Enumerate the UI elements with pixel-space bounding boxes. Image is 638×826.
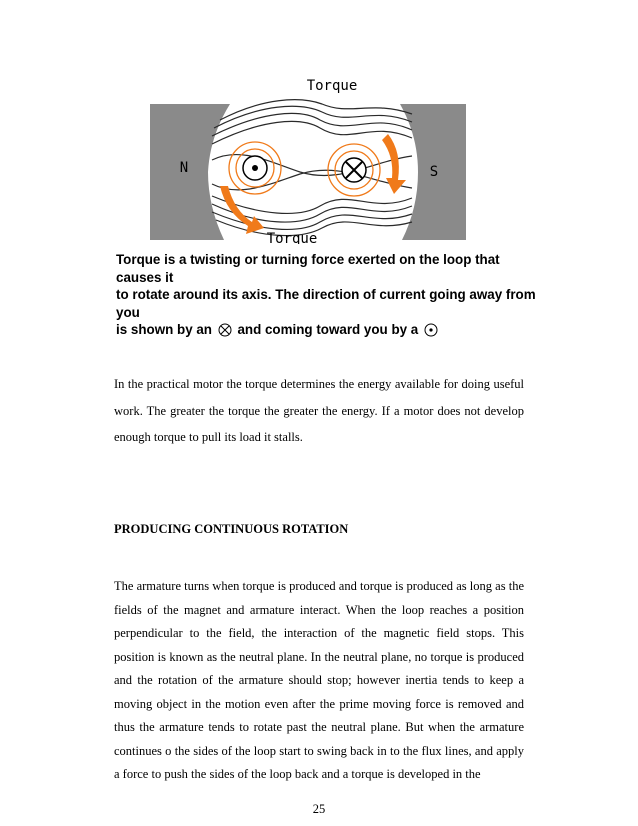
caption-line-3 xyxy=(116,321,546,339)
torque-label-top: Torque xyxy=(306,78,358,94)
figure-caption xyxy=(116,251,546,339)
torque-diagram-svg xyxy=(150,76,466,244)
torque-label-bottom: Torque xyxy=(266,231,318,244)
paragraph-continuous-rotation: The armature turns when torque is produced and torque is produced as long as the fields of the magnet and armature interact. When the loop reaches a position perpendicular to the field, the interaction of the magnetic field stops. This position is known as the neutral plane. In the neutral plane, no torque is produced and the rotation of the armature should stop; however inertia tends to keep a moving object in the motion even after the prime moving force is removed and thus the armature tends to rotate past the neutral plane. But when the armature continues o the sides of the loop start to swing back in to the flux lines, and apply a force to push the sides of the loop back and a torque is developed in the xyxy=(114,579,524,781)
page-number: 25 xyxy=(312,802,326,816)
conductor-dot xyxy=(229,142,281,194)
torque-diagram xyxy=(150,76,466,244)
conductor-cross xyxy=(328,144,380,196)
caption-line-3b: and coming toward you by a xyxy=(237,322,419,337)
current-toward-dot-icon xyxy=(424,323,438,337)
caption-line-3a: is shown by an xyxy=(116,322,212,337)
section-heading: PRODUCING CONTINUOUS ROTATION xyxy=(114,522,349,536)
current-away-cross-icon xyxy=(218,323,232,337)
caption-line-1: Torque is a twisting or turning force exerted on the loop that causes it xyxy=(116,252,500,285)
caption-line-2: to rotate around its axis. The direction of current going away from you xyxy=(116,287,536,320)
south-pole-label: S xyxy=(429,164,439,180)
torque-arrow-right xyxy=(382,134,406,194)
north-pole-label: N xyxy=(179,160,189,176)
north-pole-magnet xyxy=(150,104,230,240)
paragraph-torque-energy: In the practical motor the torque determines the energy available for doing useful work. The greater the torque the greater the energy. If a motor does not develop enough torque to pull its load it stalls. xyxy=(114,377,524,444)
